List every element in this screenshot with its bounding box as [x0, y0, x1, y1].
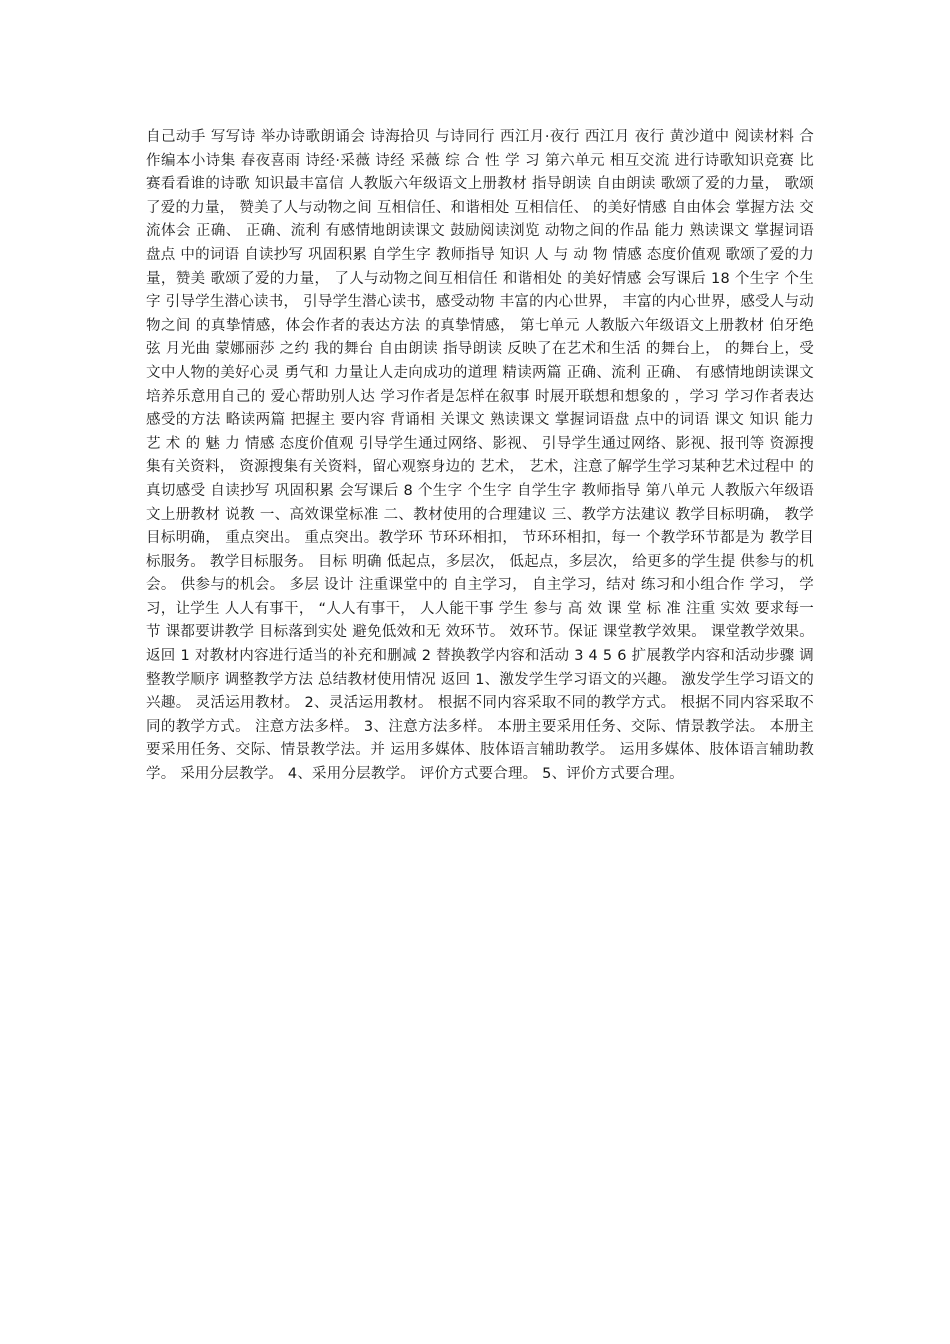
- body-text: 自己动手 写写诗 举办诗歌朗诵会 诗海拾贝 与诗同行 西江月·夜行 西江月 夜行 黄沙道中 阅读材料 合作编本小诗集 春夜喜雨 诗经·采薇 诗经 采薇 综 合 性 学 习 第六单元 相互交流 进行诗歌知识竞赛 比赛看看谁的诗歌 知识最丰富信 人教版六年级语文上册教材 指导朗读 自由朗读 歌颂了爱的力量， 歌颂了爱的力量， 赞美了人与动物之间 互相信任、和谐相处 互相信任、 的美好情感 自由体会 掌握方法 交流体会 正确、 正确、流利 有感情地朗读课文 鼓励阅读浏览 动物之间的作品 能力 熟读课文 掌握词语盘点 中的词语 自读抄写 巩固积累 自学生字 教师指导 知识 人 与 动 物 情感 态度价值观 歌颂了爱的力量，赞美 歌颂了爱的力量， 了人与动物之间互相信任 和谐相处 的美好情感 会写课后 18 个生字 个生字 引导学生潜心读书， 引导学生潜心读书，感受动物 丰富的内心世界， 丰富的内心世界，感受人与动物之间 的真挚情感，体会作者的表达方法 的真挚情感， 第七单元 人教版六年级语文上册教材 伯牙绝弦 月光曲 蒙娜丽莎 之约 我的舞台 自由朗读 指导朗读 反映了在艺术和生活 的舞台上， 的舞台上，受文中人物的美好心灵 勇气和 力量让人走向成功的道理 精读两篇 正确、流利 正确、 有感情地朗读课文 培养乐意用自己的 爱心帮助别人达 学习作者是怎样在叙事 时展开联想和想象的 ，学习 学习作者表达感受的方法 略读两篇 把握主 要内容 背诵相 关课文 熟读课文 掌握词语盘 点中的词语 课文 知识 能力 艺 术 的 魅 力 情感 态度价值观 引导学生通过网络、影视、 引导学生通过网络、影视、报刊等 资源搜集有关资料， 资源搜集有关资料，留心观察身边的 艺术， 艺术，注意了解学生学习某种艺术过程中 的真切感受 自读抄写 巩固积累 会写课后 8 个生字 个生字 自学生字 教师指导 第八单元 人教版六年级语文上册教材 说教 一、高效课堂标准 二、教材使用的合理建议 三、教学方法建议 教学目标明确， 教学目标明确， 重点突出。 重点突出。教学环 节环环相扣， 节环环相扣，每一 个教学环节都是为 教学目标服务。 教学目标服务。 目标 明确 低起点，多层次， 低起点，多层次， 给更多的学生提 供参与的机会。 供参与的机会。 多层 设计 注重课堂中的 自主学习， 自主学习，结对 练习和小组合作 学习， 学习，让学生 人人有事干， “人人有事干， 人人能干事 学生 参与 高 效 课 堂 标 准 注重 实效 要求每一节 课都要讲教学 目标落到实处 避免低效和无 效环节。 效环节。保证 课堂教学效果。 课堂教学效果。 返回 1 对教材内容进行适当的补充和删减 2 替换教学内容和活动 3 4 5 6 扩展教学内容和活动步骤 调整教学顺序 调整教学方法 总结教材使用情况 返回 1、激发学生学习语文的兴趣。 激发学生学习语文的兴趣。 灵活运用教材。 2、灵活运用教材。 根据不同内容采取不同的教学方式。 根据不同内容采取不同的教学方式。 注意方法多样。 3、注意方法多样。 本册主要采用任务、交际、情景教学法。 本册主要采用任务、交际、情景教学法。并 运用多媒体、肢体语言辅助教学。 运用多媒体、肢体语言辅助教学。 采用分层教学。 4、采用分层教学。 评价方式要合理。 5、评价方式要合理。: [146, 129, 814, 783]
